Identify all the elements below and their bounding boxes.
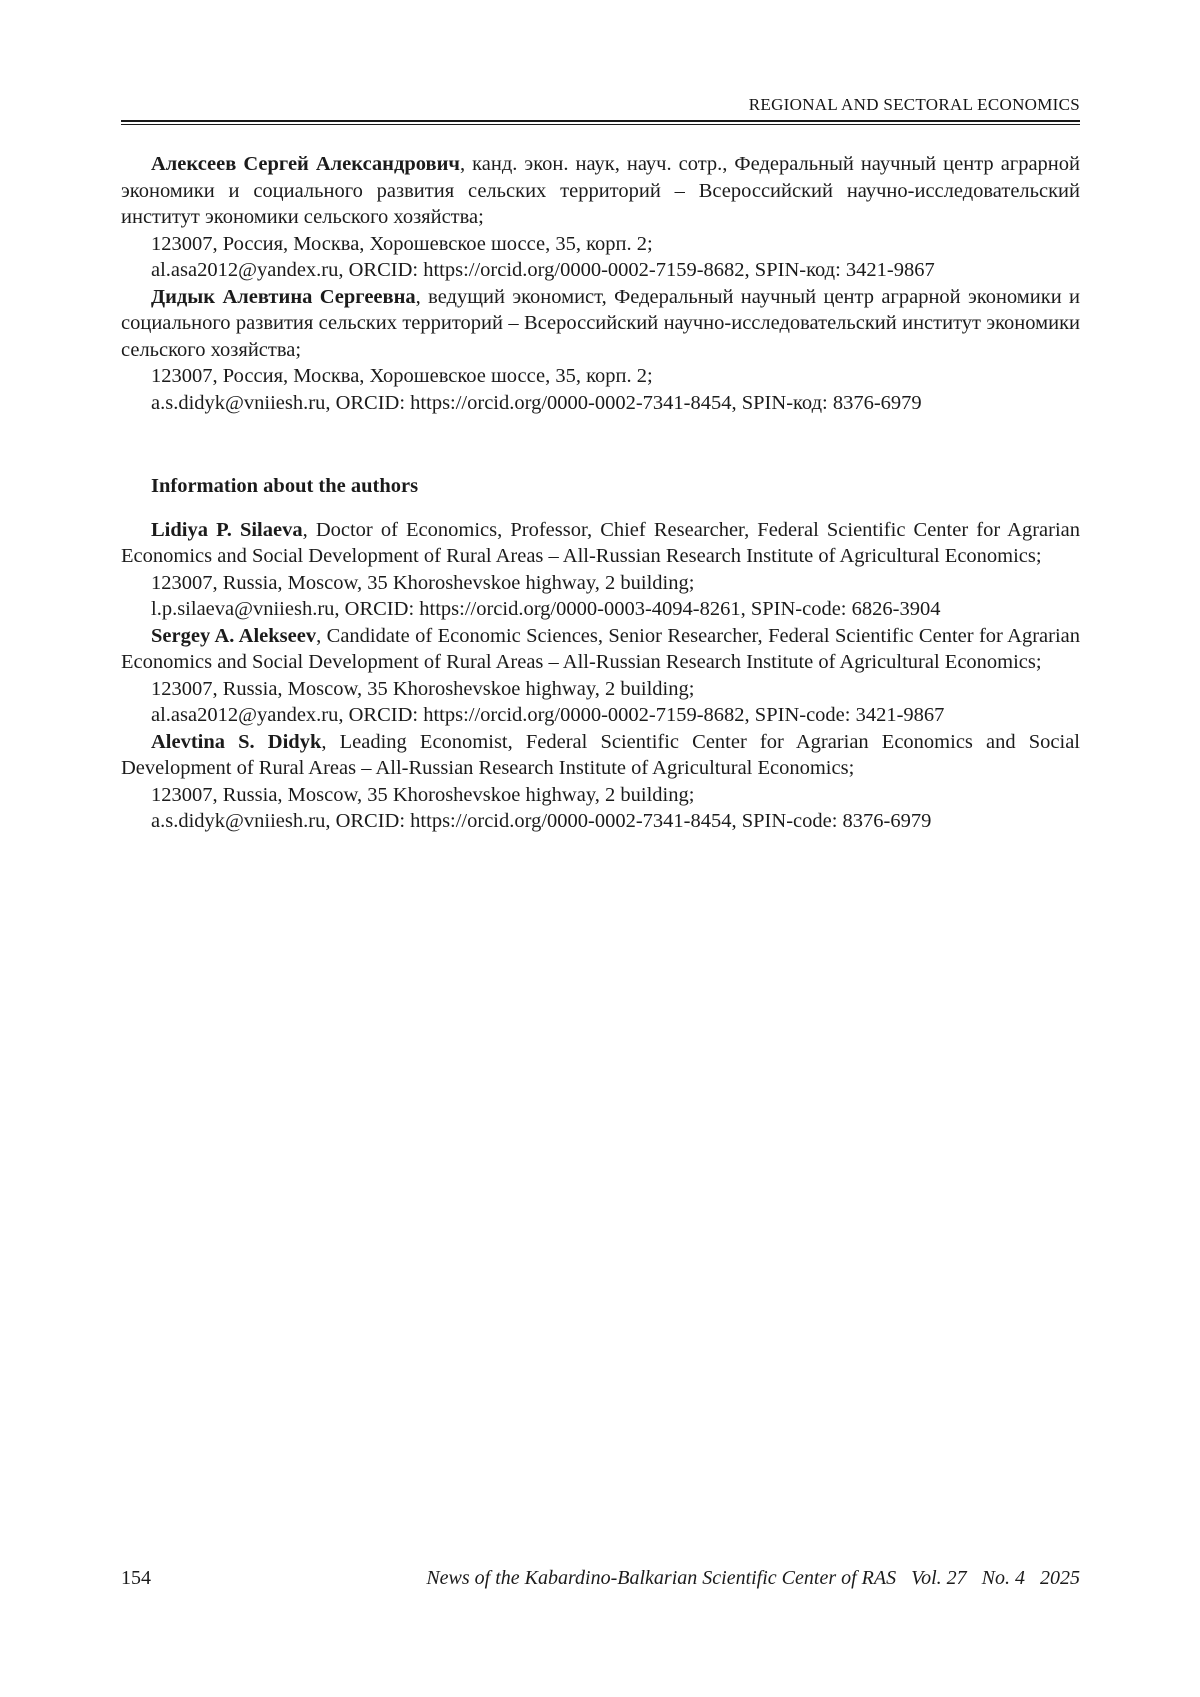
author-en-3-address: 123007, Russia, Moscow, 35 Khoroshevskoe highway, 2 building; xyxy=(151,783,695,806)
author-ru-2-bio xyxy=(121,284,1080,364)
russian-authors-block xyxy=(121,151,1080,416)
author-en-3-name: Alevtina S. Didyk xyxy=(151,730,322,753)
author-en-3-bio xyxy=(121,729,1080,782)
author-ru-1-description: , канд. экон. наук, науч. сотр., Федеральный научный центр аграрной экономики и социального развития сельских территорий – Всероссийский научно-исследовательский институт экономики сельского хозяйства; xyxy=(121,153,1080,228)
author-ru-1-name: Алексеев Сергей Александрович xyxy=(151,153,460,175)
page-footer xyxy=(121,1565,1080,1591)
author-en-2-description: , Candidate of Economic Sciences, Senior Researcher, Federal Scientific Center for Agrarian Economics and Social Development of Rural Areas – All-Russian Research Institute of Agricultural Economics; xyxy=(121,624,1081,673)
author-en-1-address: 123007, Russia, Moscow, 35 Khoroshevskoe highway, 2 building; xyxy=(151,571,695,594)
english-authors-block xyxy=(121,517,1080,835)
author-ru-1-bio xyxy=(121,151,1080,231)
author-ru-2-contacts: a.s.didyk@vniiesh.ru, ORCID: https://orcid.org/0000-0002-7341-8454, SPIN-код: 8376-6979 xyxy=(151,391,922,414)
page-number: 154 xyxy=(121,1567,151,1589)
author-en-1-bio xyxy=(121,517,1080,570)
author-en-3-description: , Leading Economist, Federal Scientific Center for Agrarian Economics and Social Development of Rural Areas – All-Russian Research Institute of Agricultural Economics; xyxy=(121,730,1080,779)
author-ru-2-address: 123007, Россия, Москва, Хорошевское шоссе, 35, корп. 2; xyxy=(151,365,653,387)
author-en-1-description: , Doctor of Economics, Professor, Chief Researcher, Federal Scientific Center for Agrarian Economics and Social Development of Rural Areas – All-Russian Research Institute of Agricultural Economics; xyxy=(121,518,1081,567)
author-en-2-address: 123007, Russia, Moscow, 35 Khoroshevskoe highway, 2 building; xyxy=(151,677,695,700)
author-en-1-name: Lidiya P. Silaeva xyxy=(151,518,303,541)
author-ru-2-name: Дидык Алевтина Сергеевна xyxy=(151,285,416,308)
author-en-2-contacts: al.asa2012@yandex.ru, ORCID: https://orcid.org/0000-0002-7159-8682, SPIN-code: 3421-9867 xyxy=(151,704,945,726)
author-en-2-bio xyxy=(121,623,1080,676)
author-en-3-contacts: a.s.didyk@vniiesh.ru, ORCID: https://orcid.org/0000-0002-7341-8454, SPIN-code: 8376-6979 xyxy=(151,810,932,832)
author-en-2-name: Sergey A. Alekseev xyxy=(151,624,317,647)
journal-info: News of the Kabardino-Balkarian Scientific Center of RAS Vol. 27 No. 4 2025 xyxy=(426,1567,1080,1589)
header-rule xyxy=(121,120,1080,125)
text-column xyxy=(121,0,1080,835)
author-ru-1-contacts: al.asa2012@yandex.ru, ORCID: https://orcid.org/0000-0002-7159-8682, SPIN-код: 3421-9867 xyxy=(151,259,935,281)
author-ru-2-description: , ведущий экономист, Федеральный научный центр аграрной экономики и социального развития сельских территорий – Всероссийский научно-исследовательский институт экономики сельского хозяйства; xyxy=(121,285,1081,361)
section-heading: Information about the authors xyxy=(151,475,419,497)
running-title: REGIONAL AND SECTORAL ECONOMICS xyxy=(748,95,1080,114)
page-header xyxy=(121,95,1080,125)
author-en-1-contacts: l.p.silaeva@vniiesh.ru, ORCID: https://orcid.org/0000-0003-4094-8261, SPIN-code: 6826-3904 xyxy=(151,598,941,620)
author-ru-1-address: 123007, Россия, Москва, Хорошевское шоссе, 35, корп. 2; xyxy=(151,232,653,255)
